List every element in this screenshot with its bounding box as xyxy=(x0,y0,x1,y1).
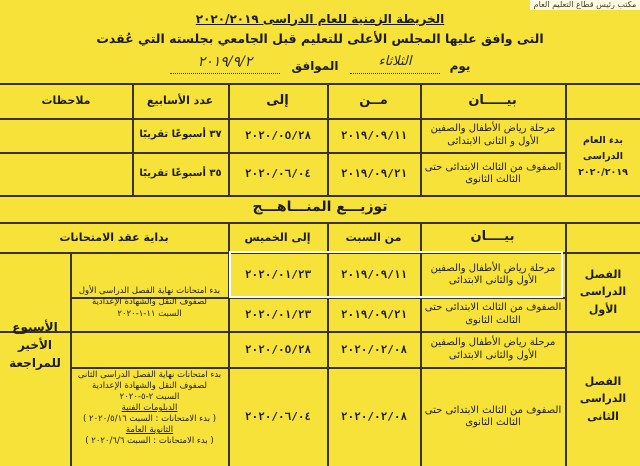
term1-exam-note: بدء امتحانات نهاية الفصل الدراسى الأول لصفوف النقل والشهادة الإعدادية xyxy=(78,285,221,308)
term2-thanaweya-start: ( بدء الامتحانات : السبت ٢٠٢٠/٦/٦ ) xyxy=(85,436,214,447)
term2-row2-to: ٢٠٢٠/٠٦/٠٤ xyxy=(244,410,312,424)
term1-row2-to: ٢٠٢٠/٠١/٢٣ xyxy=(244,307,312,321)
term2-tech-diplomas: الدبلومات الفنية xyxy=(121,403,178,414)
term1-row1-to: ٢٠٢٠/٠١/٢٣ xyxy=(244,268,312,282)
day-label: يوم xyxy=(449,58,471,73)
document-subtitle: التى وافق عليها المجلس الأعلى للتعليم قبل الجامعي بجلسته التي عُقدت xyxy=(96,31,544,47)
term2-thanaweya: الثانوية العامة xyxy=(125,425,174,436)
term2-row1-to: ٢٠٢٠/٠٥/٢٨ xyxy=(244,342,312,356)
meeting-date-line xyxy=(150,52,490,80)
highlight-box xyxy=(229,251,563,298)
term2-tech-start: ( بدء الامتحانات : السبت ٢٠٢٠/٥/١٦ ) xyxy=(82,414,217,425)
date-value: ٢٠١٩/٩/٢ xyxy=(170,52,280,74)
review-week-label: الأسبوع الأخير للمراجعة xyxy=(9,320,61,370)
t1-row1-to: ٢٠٢٠/٠٥/٢٨ xyxy=(244,128,312,142)
date-label: الموافق xyxy=(291,58,339,73)
term2-row1-from: ٢٠٢٠/٠٢/٠٨ xyxy=(340,342,408,356)
term2-exam-date: السبت ٢-٥-٢٠٢٠ xyxy=(119,392,180,403)
t1-header-notes: ملاحظات xyxy=(41,94,91,108)
t1-row2-statement: الصفوف من الثالث الابتدائى حتى الثالث الثانوى xyxy=(424,161,562,185)
t1-row1-weeks: ٣٧ أسبوعًا تقريبًا xyxy=(139,129,222,141)
term2-row2-statement: الصفوف من الثالث الابتدائى حتى الثالث الثانوى xyxy=(424,404,562,428)
t2-header-from: من السبت xyxy=(345,230,402,244)
t1-header-to: إلى xyxy=(266,92,289,108)
document-title: الخريطة الزمنية للعام الدراسى ٢٠٢٠/٢٠١٩ xyxy=(195,11,445,26)
term2-row1-statement: مرحلة رياض الأطفال والصفين الأول والثانى الابتدائى xyxy=(430,337,556,361)
term2-label: الفصل الدراسى الثانى xyxy=(579,374,627,423)
t2-header-to: إلى الخميس xyxy=(244,230,311,244)
t1-group-label: بدء العام الدراسى ٢٠٢٠/٢٠١٩ xyxy=(578,134,628,179)
term2-exam-cell xyxy=(72,368,227,466)
term1-row2-statement: الصفوف من الثالث الابتدائى حتى الثالث الثانوى xyxy=(424,302,562,326)
t2-header-exams: بداية عقد الامتحانات xyxy=(59,230,169,244)
term1-exam-date: السبت ١١-١-٢٠٢٠ xyxy=(117,308,182,319)
term2-exam-note: بدء امتحانات نهاية الفصل الدراسى الثانى لصفوف النقل والشهادة الإعدادية xyxy=(77,370,222,392)
day-value: الثلاثاء xyxy=(350,52,440,74)
t1-header-from: مــن xyxy=(359,92,388,108)
t1-header-weeks: عدد الأسابيع xyxy=(146,94,214,108)
t1-row2-to: ٢٠٢٠/٠٦/٠٤ xyxy=(244,167,312,181)
term1-row2-from: ٢٠١٩/٠٩/٢١ xyxy=(340,307,408,321)
term1-row1-statement: مرحلة رياض الأطفال والصفين الأول والثانى الابتدائى xyxy=(430,262,556,286)
curriculum-title: توزيـــع المنـــاهـــج xyxy=(252,199,388,216)
term2-row2-from: ٢٠٢٠/٠٢/٠٨ xyxy=(340,410,408,424)
t1-row2-weeks: ٣٥ أسبوعًا تقريبًا xyxy=(139,167,222,179)
t1-header-statement: بيـــــان xyxy=(468,92,517,108)
top-note: مكتب رئيس قطاع التعليم العام xyxy=(530,0,640,10)
term1-exam-cell xyxy=(72,276,227,330)
t1-row1-from: ٢٠١٩/٠٩/١١ xyxy=(340,128,408,142)
term1-label: الفصل الدراسى الأول xyxy=(579,267,627,316)
term1-row1-from: ٢٠١٩/٠٩/١١ xyxy=(340,268,408,282)
t2-header-statement: بيــــان xyxy=(470,229,515,245)
t1-row1-statement: مرحلة رياض الأطفال والصفين الأول و الثانى الابتدائى xyxy=(430,123,556,147)
t1-row2-from: ٢٠١٩/٠٩/٢١ xyxy=(340,167,408,181)
